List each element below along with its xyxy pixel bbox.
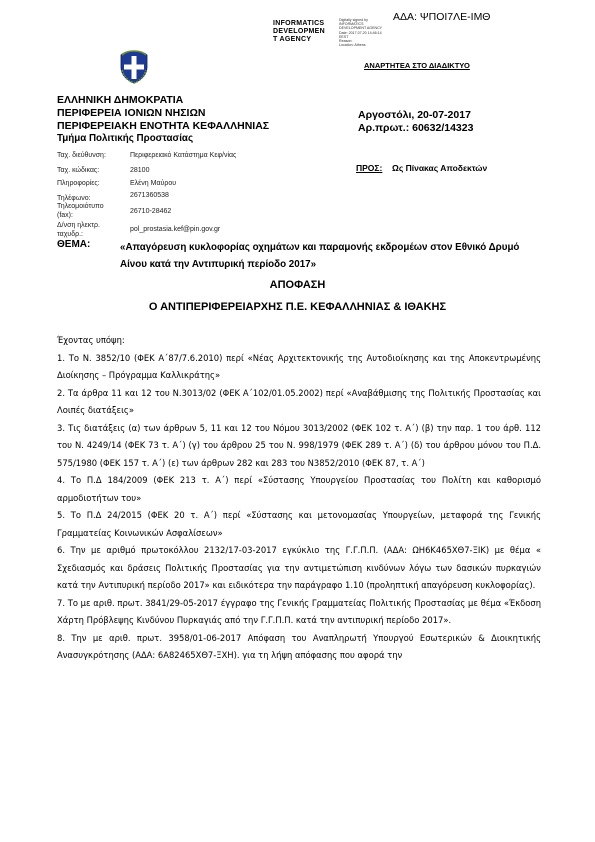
contact-email: pol_prostasia.kef@pin.gov.gr	[130, 226, 221, 233]
signature-detail-line: Reason:	[339, 39, 353, 44]
header-country: ΕΛΛΗΝΙΚΗ ΔΗΜΟΚΡΑΤΙΑ	[57, 94, 184, 106]
contact-label: Τηλέφωνο:	[57, 195, 91, 202]
subject-text: «Απαγόρευση κυκλοφορίας οχημάτων και παραμονής εκδρομέων στον Εθνικό Δρυμό Αίνου κατά την Αντιπυρική περίοδο 2017»	[120, 242, 520, 270]
contact-label: (fax):	[57, 212, 73, 219]
ada-code: ΑΔΑ: ΨΠΟΙ7ΛΕ-ΙΜΘ	[393, 11, 491, 23]
recipients-label: ΠΡΟΣ:	[356, 163, 383, 173]
greek-emblem-icon	[119, 50, 149, 84]
contact-label: Δ/νση ηλεκτρ.	[57, 222, 100, 229]
considerations-item: 3. Τις διατάξεις (α) των άρθρων 5, 11 και 12 του Νόμου 3013/2002 (ΦΕΚ 102 τ. Α΄) (β) την παρ. 1 του άρθ. 112 του Ν. 4249/14 (ΦΕΚ 73 τ. Α΄) (γ) του άρθρου 25 του Ν. 998/1979 (ΦΕΚ 289 τ. Α΄) (δ) του άρθρου μόνου του Π.Δ. 575/1980 (ΦΕΚ 157 τ. Α΄) (ε) των άρθρων 282 και 283 του Ν3852/2010 (ΦΕΚ 87, τ. Α΄)	[57, 422, 541, 468]
internet-notice: ΑΝΑΡΤΗΤΕΑ ΣΤΟ ΔΙΑΔΙΚΤΥΟ	[364, 61, 470, 70]
contact-label: Πληροφορίες:	[57, 180, 100, 187]
considerations-item: 6. Την με αριθμό πρωτοκόλλου 2132/17-03-2017 εγκύκλιο της Γ.Γ.Π.Π. (ΑΔΑ: ΩΗ6Κ465ΧΘ7-ΞΙΚ) με θέμα « Σχεδιασμός και δράσεις Πολιτικής Προστασίας για την αντιμετώπιση κινδύνων λόγω των δασικών πυρκαγιών κατά την Αντιπυρική περίοδο 2017» και ειδικότερα την παράγραφο 1.10 (προληπτική απαγόρευση κυκλοφορίας).	[57, 545, 541, 590]
protocol-number: Αρ.πρωτ.: 60632/14323	[358, 122, 474, 134]
considerations-item: 8. Την με αριθ. πρωτ. 3958/01-06-2017 Απόφαση του Αναπληρωτή Υπουργού Εσωτερικών & Διοικητικής Ανασυγκρότησης (ΑΔΑ: 6Α82465ΧΘ7-ΞΧΗ). για τη λήψη απόφασης που αφορά την	[57, 632, 541, 660]
signature-detail-line: Location: Athens	[339, 43, 366, 48]
signature-detail-line: INFORMATICS	[339, 22, 364, 27]
considerations-item: 7. Το με αριθ. πρωτ. 3841/29-05-2017 έγγραφο της Γενικής Γραμματείας Πολιτικής Προστασίας με θέμα «Έκδοση Χάρτη Πρόβλεψης Κινδύνου Πυρκαγιάς από την Γ.Γ.Π.Π. κατά την αντιπυρική περίοδο 2017».	[57, 597, 541, 625]
contact-label: Ταχ. κώδικας:	[57, 167, 100, 174]
subject-label: ΘΕΜΑ:	[57, 239, 91, 250]
contact-value: Ελένη Μαύρου	[130, 180, 177, 187]
signature-detail-line: EEST	[339, 34, 349, 39]
recipients-value: Ως Πίνακας Αποδεκτών	[392, 163, 488, 173]
header-regional-unit: ΠΕΡΙΦΕΡΕΙΑΚΗ ΕΝΟΤΗΤΑ ΚΕΦΑΛΛΗΝΙΑΣ	[57, 120, 270, 132]
signature-org-line: DEVELOPMEN	[273, 28, 326, 35]
contact-value: 2671360538	[130, 192, 169, 199]
header-department: Τμήμα Πολιτικής Προστασίας	[57, 133, 194, 144]
place-date: Αργοστόλι, 20-07-2017	[358, 109, 471, 121]
considerations-item: 4. Το Π.Δ 184/2009 (ΦΕΚ 213 τ. Α΄) περί «Σύστασης Υπουργείου Προστασίας του Πολίτη και καθορισμό αρμοδιοτήτων του»	[57, 475, 541, 503]
signature-detail-line: DEVELOPMENT AGENCY	[339, 26, 383, 31]
signature-org-line: INFORMATICS	[273, 20, 325, 27]
contact-value: 28100	[130, 167, 150, 174]
signature-detail-line: Digitally signed by	[339, 18, 368, 22]
document-title: ΑΠΟΦΑΣΗ	[269, 279, 326, 291]
contact-label: Τηλεομοιότυπο	[57, 203, 104, 210]
signature-org-line: T AGENCY	[273, 36, 312, 43]
contact-label: ταχυδρ.:	[57, 231, 83, 238]
considerations-item: 5. Το Π.Δ 24/2015 (ΦΕΚ 20 τ. Α΄) περί «Σύστασης και μετονομασίας Υπουργείων, μεταφορά της Γενικής Γραμματείας Κοινωνικών Ασφαλίσεων»	[57, 510, 541, 538]
header-region: ΠΕΡΙΦΕΡΕΙΑ ΙΟΝΙΩΝ ΝΗΣΙΩΝ	[57, 107, 206, 119]
signature-detail-line: Date: 2017.07.20 14:46:14	[339, 30, 382, 35]
contact-value: 26710-28462	[130, 208, 172, 215]
considerations-item: 1. Το Ν. 3852/10 (ΦΕΚ Α΄87/7.6.2010) περί «Νέας Αρχιτεκτονικής της Αυτοδιοίκησης και της Αποκεντρωμένης Διοίκησης – Πρόγραμμα Καλλικράτης»	[57, 352, 541, 380]
contact-label: Ταχ. διεύθυνση:	[57, 152, 106, 159]
contact-value: Περιφερειακό Κατάστημα Κεφ/νίας	[130, 152, 237, 159]
considerations-item: 2. Τα άρθρα 11 και 12 του Ν.3013/02 (ΦΕΚ Α΄102/01.05.2002) περί «Αναβάθμισης της Πολιτικής Προστασίας και Λοιπές διατάξεις»	[57, 387, 541, 415]
body-intro: Έχοντας υπόψη:	[57, 335, 125, 345]
document-subtitle: Ο ΑΝΤΙΠΕΡΙΦΕΡΕΙΑΡΧΗΣ Π.Ε. ΚΕΦΑΛΛΗΝΙΑΣ & ΙΘΑΚΗΣ	[148, 301, 447, 313]
document-body	[57, 332, 541, 665]
signature-details	[339, 18, 409, 47]
